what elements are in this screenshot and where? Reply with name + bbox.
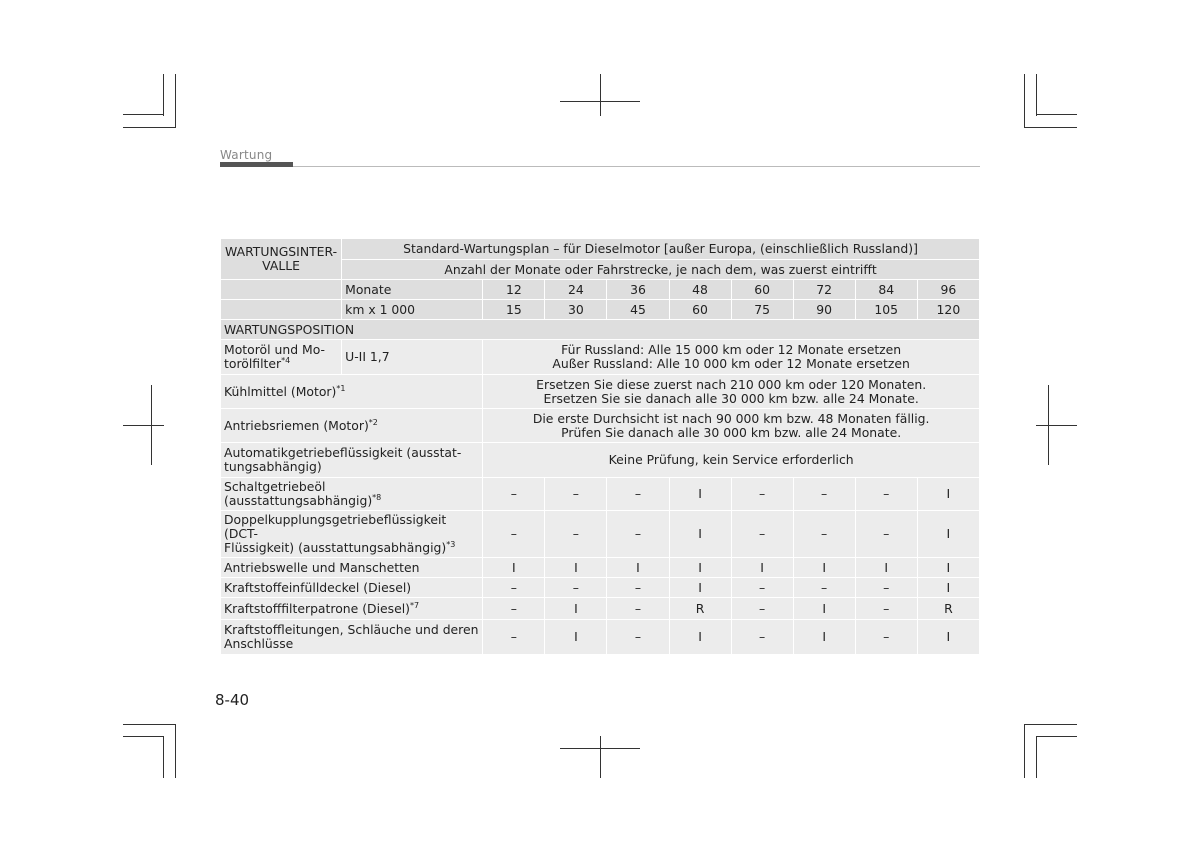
schedule-cell: – <box>855 511 917 558</box>
schedule-cell: I <box>793 598 855 620</box>
schedule-cell: – <box>545 511 607 558</box>
row-name <box>221 409 483 443</box>
schedule-cell: I <box>483 558 545 578</box>
schedule-cell: I <box>917 578 979 598</box>
maintenance-schedule-table <box>220 238 980 655</box>
schedule-cell: – <box>855 478 917 511</box>
schedule-cell: – <box>607 478 669 511</box>
schedule-cell: I <box>545 620 607 655</box>
note-line-2: Ersetzen Sie sie danach alle 30 000 km bzw. alle 24 Monate. <box>543 390 919 406</box>
schedule-cell: I <box>669 511 731 558</box>
schedule-cell: – <box>855 620 917 655</box>
schedule-cell: – <box>607 598 669 620</box>
footnote-marker: *4 <box>281 356 291 365</box>
row-name <box>221 340 342 375</box>
table-title: Standard-Wartungsplan – für Dieselmotor [außer Europa, (einschließlich Russland)] <box>342 239 980 260</box>
footnote-marker: *7 <box>410 600 420 610</box>
km-value: 15 <box>483 300 545 320</box>
row-name <box>221 598 483 620</box>
km-value: 45 <box>607 300 669 320</box>
km-label: km x 1 000 <box>342 300 483 320</box>
schedule-cell: I <box>545 558 607 578</box>
km-value: 60 <box>669 300 731 320</box>
row-name <box>221 478 483 511</box>
schedule-cell: R <box>669 598 731 620</box>
row-name-line-2: tungsabhängig) <box>224 459 322 474</box>
row-name-line-1: Motoröl und Mo- <box>224 342 325 357</box>
months-value: 84 <box>855 280 917 300</box>
months-label: Monate <box>342 280 483 300</box>
schedule-cell: – <box>545 578 607 598</box>
row-note: Keine Prüfung, kein Service erforderlich <box>483 443 980 478</box>
row-name-text: Schaltgetriebeöl (ausstattungsabhängig) <box>224 479 373 508</box>
footnote-marker: *3 <box>446 540 456 549</box>
footnote-marker: *2 <box>368 417 378 427</box>
row-name <box>221 375 483 409</box>
schedule-cell: – <box>545 478 607 511</box>
note-line-1: Ersetzen Sie diese zuerst nach 210 000 km oder 120 Monaten. <box>536 376 927 392</box>
schedule-cell: I <box>917 478 979 511</box>
schedule-cell: – <box>793 578 855 598</box>
schedule-cell: – <box>731 578 793 598</box>
schedule-cell: – <box>731 478 793 511</box>
schedule-cell: I <box>917 558 979 578</box>
table-subtitle: Anzahl der Monate oder Fahrstrecke, je nach dem, was zuerst eintrifft <box>342 260 980 280</box>
row-note <box>483 375 980 409</box>
interval-spacer <box>221 280 342 300</box>
schedule-cell: I <box>669 578 731 598</box>
schedule-cell: I <box>793 558 855 578</box>
row-name <box>221 443 483 478</box>
km-value: 105 <box>855 300 917 320</box>
km-value: 120 <box>917 300 979 320</box>
schedule-cell: – <box>855 578 917 598</box>
schedule-cell: – <box>607 511 669 558</box>
row-note <box>483 340 980 375</box>
note-line-1: Für Russland: Alle 15 000 km oder 12 Monate ersetzen <box>561 342 902 357</box>
schedule-cell: I <box>793 620 855 655</box>
schedule-cell: I <box>731 558 793 578</box>
interval-spacer <box>221 300 342 320</box>
schedule-cell: R <box>917 598 979 620</box>
section-rule <box>220 162 293 167</box>
schedule-cell: – <box>483 598 545 620</box>
schedule-cell: – <box>483 620 545 655</box>
months-value: 60 <box>731 280 793 300</box>
row-note <box>483 409 980 443</box>
row-name-text: Kraftstofffilterpatrone (Diesel) <box>224 600 410 616</box>
interval-header <box>221 239 342 280</box>
schedule-cell: – <box>607 578 669 598</box>
months-value: 96 <box>917 280 979 300</box>
row-name-line-1: Automatikgetriebeflüssigkeit (ausstat- <box>224 445 462 460</box>
row-name: Antriebswelle und Manschetten <box>221 558 483 578</box>
page-number: 8-40 <box>215 691 250 709</box>
schedule-cell: I <box>545 598 607 620</box>
months-value: 48 <box>669 280 731 300</box>
schedule-cell: I <box>669 558 731 578</box>
schedule-cell: I <box>917 620 979 655</box>
schedule-cell: – <box>793 478 855 511</box>
km-value: 75 <box>731 300 793 320</box>
interval-header-line-1: WARTUNGSINTER- <box>225 244 338 259</box>
schedule-cell: I <box>917 511 979 558</box>
schedule-cell: – <box>731 511 793 558</box>
schedule-cell: – <box>731 620 793 655</box>
km-value: 30 <box>545 300 607 320</box>
schedule-cell: I <box>669 620 731 655</box>
footnote-marker: *1 <box>336 383 346 393</box>
row-name <box>221 511 483 558</box>
months-value: 12 <box>483 280 545 300</box>
schedule-cell: I <box>855 558 917 578</box>
footnote-marker: *8 <box>372 493 382 502</box>
months-value: 36 <box>607 280 669 300</box>
months-value: 72 <box>793 280 855 300</box>
interval-header-line-2: VALLE <box>262 258 300 273</box>
row-name-line-2: Anschlüsse <box>224 636 294 651</box>
schedule-cell: I <box>669 478 731 511</box>
position-header: WARTUNGSPOSITION <box>221 320 980 340</box>
schedule-cell: – <box>607 620 669 655</box>
section-divider <box>293 166 980 167</box>
note-line-2: Außer Russland: Alle 10 000 km oder 12 Monate ersetzen <box>552 356 910 371</box>
schedule-cell: – <box>731 598 793 620</box>
row-name-text: Antriebsriemen (Motor) <box>224 417 369 433</box>
schedule-cell: – <box>483 578 545 598</box>
row-name-line-1: Doppelkupplungsgetriebeflüssigkeit (DCT- <box>224 512 447 541</box>
row-name: Kraftstoffeinfülldeckel (Diesel) <box>221 578 483 598</box>
note-line-2: Prüfen Sie danach alle 30 000 km bzw. alle 24 Monate. <box>561 424 902 440</box>
row-name <box>221 620 483 655</box>
row-name-line-2: torölfilter <box>224 356 282 371</box>
months-value: 24 <box>545 280 607 300</box>
row-name-line-1: Kraftstoffleitungen, Schläuche und deren <box>224 622 479 637</box>
schedule-cell: – <box>793 511 855 558</box>
section-title: Wartung <box>220 148 273 162</box>
schedule-cell: – <box>483 511 545 558</box>
schedule-cell: – <box>483 478 545 511</box>
schedule-cell: – <box>855 598 917 620</box>
row-spec: U-II 1,7 <box>342 340 483 375</box>
row-name-text: Kühlmittel (Motor) <box>224 383 337 399</box>
row-name-line-2: Flüssigkeit) (ausstattungsabhängig) <box>224 540 447 555</box>
note-line-1: Die erste Durchsicht ist nach 90 000 km bzw. 48 Monaten fällig. <box>532 410 930 426</box>
schedule-cell: I <box>607 558 669 578</box>
km-value: 90 <box>793 300 855 320</box>
